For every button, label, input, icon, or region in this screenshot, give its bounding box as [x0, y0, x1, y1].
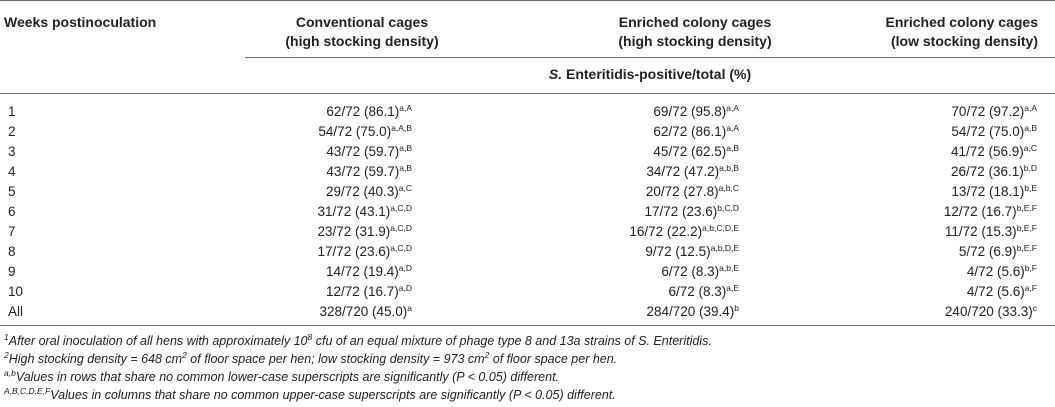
week-cell: 6	[8, 204, 16, 219]
table-row	[0, 162, 1055, 182]
table-row	[0, 122, 1055, 142]
header-bottom-rule	[0, 93, 1055, 94]
value-cell-col1: 29/72 $(40.3)^{a,C}$	[325, 183, 412, 199]
value-cell-col2: 284/720 $(39.4)^b$	[646, 303, 739, 319]
header-col1-line2: (high stocking density)	[285, 33, 439, 49]
value-cell-col2: 69/72 $(95.8)^{a,A}$	[653, 103, 739, 119]
value-cell-col2: 9/72 $(12.5)^{a,b,D,E}$	[645, 243, 739, 259]
table-row	[0, 202, 1055, 222]
week-cell: 3	[8, 144, 16, 159]
value-cell-col2: 6/72 $(8.3)^{a,E}$	[668, 283, 739, 299]
footnote: $^2$High stocking density = 648 $cm^2$ of floor space per hen; low stocking density = 973 $cm^2$ of floor space per hen.	[4, 350, 618, 366]
table-row	[0, 142, 1055, 162]
table-row	[0, 302, 1055, 322]
week-cell: 1	[8, 104, 16, 119]
value-cell-col2: 45/72 $(62.5)^{a,B}$	[653, 143, 739, 159]
table-row	[0, 262, 1055, 282]
value-cell-col3: 70/72 $(97.2)^{a,A}$	[951, 103, 1037, 119]
bottom-rule	[0, 325, 1055, 326]
value-cell-col3: 11/72 $(15.3)^{b,E,F}$	[944, 223, 1037, 239]
top-rule	[0, 0, 1055, 1]
value-cell-col3: 54/72 $(75.0)^{a,B}$	[951, 123, 1037, 139]
header-weeks: Weeks postinoculation	[4, 14, 157, 30]
value-cell-col1: 43/72 $(59.7)^{a,B}$	[326, 143, 412, 159]
value-cell-col3: 240/720 $(33.3)^c$	[944, 303, 1037, 319]
value-cell-col2: 62/72 $(86.1)^{a,A}$	[653, 123, 739, 139]
header-col3-line2: (low stocking density)	[890, 33, 1038, 49]
subheader-rule	[245, 57, 1055, 58]
value-cell-col2: 20/72 $(27.8)^{a,b,C}$	[645, 183, 739, 199]
table-row	[0, 102, 1055, 122]
value-cell-col1: 62/72 $(86.1)^{a,A}$	[326, 103, 412, 119]
subheader-text: Enteritidis-positive/total (%)	[566, 66, 752, 82]
value-cell-col3: 13/72 $(18.1)^{b,E}$	[951, 183, 1037, 199]
table-row	[0, 182, 1055, 202]
week-cell: 5	[8, 184, 16, 199]
subheader-positive-total	[245, 66, 1055, 82]
week-cell: 8	[8, 244, 16, 259]
subheader-italic: S.	[548, 66, 563, 82]
value-cell-col2: 16/72 $(22.2)^{a,b,C,D,E}$	[629, 223, 739, 239]
header-col2-line1: Enriched colony cages	[618, 14, 772, 30]
value-cell-col3: 12/72 $(16.7)^{b,E,F}$	[943, 203, 1037, 219]
value-cell-col3: 4/72 $(5.6)^{a,F}$	[966, 283, 1037, 299]
value-cell-col3: 26/72 $(36.1)^{b,D}$	[950, 163, 1037, 179]
week-cell: 2	[8, 124, 16, 139]
header-enriched-high	[595, 13, 795, 51]
table-row	[0, 222, 1055, 242]
value-cell-col1: 31/72 $(43.1)^{a,C,D}$	[317, 203, 412, 219]
value-cell-col1: 23/72 $(31.9)^{a,C,D}$	[317, 223, 412, 239]
week-cell: All	[8, 304, 24, 319]
week-cell: 9	[8, 264, 16, 279]
value-cell-col1: 43/72 $(59.7)^{a,B}$	[326, 163, 412, 179]
header-conventional-cages	[262, 13, 462, 51]
header-enriched-low	[818, 13, 1038, 51]
value-cell-col1: 54/72 $(75.0)^{a,A,B}$	[318, 123, 412, 139]
value-cell-col3: 5/72 $(6.9)^{b,E,F}$	[958, 243, 1037, 259]
value-cell-col3: 4/72 $(5.6)^{b,F}$	[966, 263, 1037, 279]
footnote: $^{A,B,C,D,E,F}$Values in columns that share no common upper-case superscripts are significantly (P < 0.05) different.	[4, 386, 616, 402]
footnote: $^1$After oral inoculation of all hens with approximately $10^8$ cfu of an equal mixture of phage type 8 and 13a strains of S. Enteritidis.	[4, 332, 712, 348]
footnote: $^{a,b}$Values in rows that share no common lower-case superscripts are significantly (P < 0.05) different.	[4, 368, 560, 384]
week-cell: 7	[8, 224, 16, 239]
header-col2-line2: (high stocking density)	[618, 33, 772, 49]
header-col1-line1: Conventional cages	[295, 14, 429, 30]
week-cell: 4	[8, 164, 16, 179]
value-cell-col3: 41/72 $(56.9)^{a,C}$	[950, 143, 1037, 159]
value-cell-col2: 17/72 $(23.6)^{b,C,D}$	[644, 203, 739, 219]
value-cell-col1: 12/72 $(16.7)^{a,D}$	[325, 283, 412, 299]
value-cell-col1: 17/72 $(23.6)^{a,C,D}$	[317, 243, 412, 259]
week-cell: 10	[8, 284, 24, 299]
table-row	[0, 282, 1055, 302]
header-col3-line1: Enriched colony cages	[885, 14, 1038, 30]
value-cell-col1: 14/72 $(19.4)^{a,D}$	[325, 263, 412, 279]
value-cell-col1: 328/720 $(45.0)^a$	[319, 303, 412, 319]
value-cell-col2: 34/72 $(47.2)^{a,b,B}$	[646, 163, 739, 179]
table-row	[0, 242, 1055, 262]
value-cell-col2: 6/72 $(8.3)^{a,b,E}$	[661, 263, 739, 279]
